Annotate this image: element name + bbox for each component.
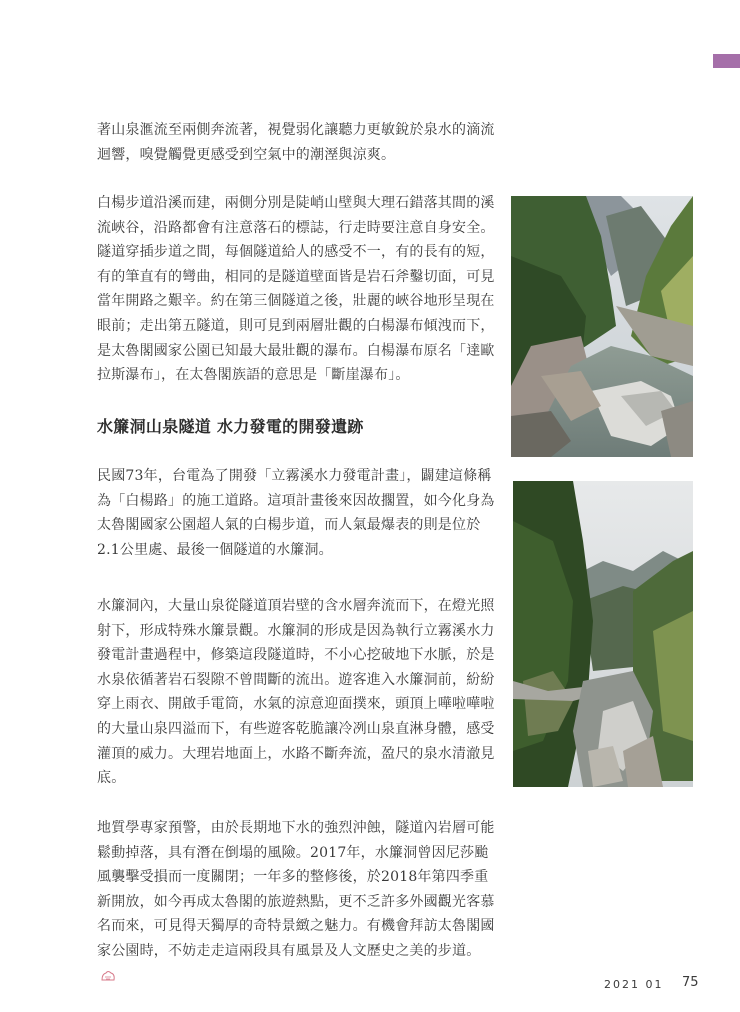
body-paragraph-4: 水簾洞內，大量山泉從隧道頂岩壁的含水層奔流而下，在燈光照射下，形成特殊水簾景觀。水簾洞的形成是因為執行立霧溪水力發電計畫過程中，修築這段隧道時，不小心挖破地下水脈，於是水泉依循著岩石裂隙不曾間斷的流出。遊客進入水簾洞前，紛紛穿上雨衣、開啟手電筒，水氣的涼意迎面撲來，頭頂上嘩啦嘩啦的大量山泉四溢而下，有些遊客乾脆讓冷冽山泉直淋身體，感受灌頂的威力。大理岩地面上，水路不斷奔流，盈尺的泉水清澈見底。 — [97, 598, 495, 787]
footer-date: 2021 01 — [604, 978, 664, 991]
section-color-tab — [713, 54, 740, 68]
cliff-trail-photo — [513, 481, 693, 787]
body-paragraph-5-text: 地質學專家預警，由於長期地下水的強烈沖蝕，隧道內岩層可能鬆動掉落，具有潛在倒塌的風險。2017年，水簾洞曾因尼莎颱風襲擊受損而一度關閉；一年多的整修後，於2018年第四季重新開放，如今再成太魯閣的旅遊熱點，更不乏許多外國觀光客慕名而來，可見得天獨厚的奇特景緻之魅力。有機會拜訪太魯閣國家公園時，不妨走走這兩段具有風景及人文歷史之美的步道。 — [97, 820, 495, 959]
body-paragraph-3: 民國73年，台電為了開發「立霧溪水力發電計畫」，闢建這條稱為「白楊路」的施工道路。這項計畫後來因故擱置，如今化身為太魯閣國家公園超人氣的白楊步道，而人氣最爆表的則是位於2.1公里處、最後一個隧道的水簾洞。 — [97, 468, 495, 558]
section-heading: 水簾洞山泉隧道 水力發電的開發遺跡 — [97, 417, 364, 436]
body-paragraph-2: 白楊步道沿溪而建，兩側分別是陡峭山壁與大理石錯落其間的溪流峽谷，沿路都會有注意落石的標誌，行走時要注意自身安全。隧道穿插步道之間，每個隧道給人的感受不一，有的長有的短，有的筆直有的彎曲，相同的是隧道壁面皆是岩石斧鑿切面，可見當年開路之艱辛。約在第三個隧道之後，壯麗的峽谷地形呈現在眼前；走出第五隧道，則可見到兩層壯觀的白楊瀑布傾洩而下，是太魯閣國家公園已知最大最壯觀的瀑布。白楊瀑布原名「達歐拉斯瀑布」，在太魯閣族語的意思是「斷崖瀑布」。 — [97, 195, 495, 384]
body-paragraph-1: 著山泉滙流至兩側奔流著，視覺弱化讓聽力更敏銳於泉水的滴流迴響，嗅覺觸覺更感受到空氣中的潮溼與涼爽。 — [97, 122, 495, 163]
page-number: 75 — [682, 975, 699, 990]
body-paragraph-5 — [97, 816, 495, 988]
gorge-river-photo — [511, 196, 693, 457]
end-mark-icon — [100, 970, 116, 982]
